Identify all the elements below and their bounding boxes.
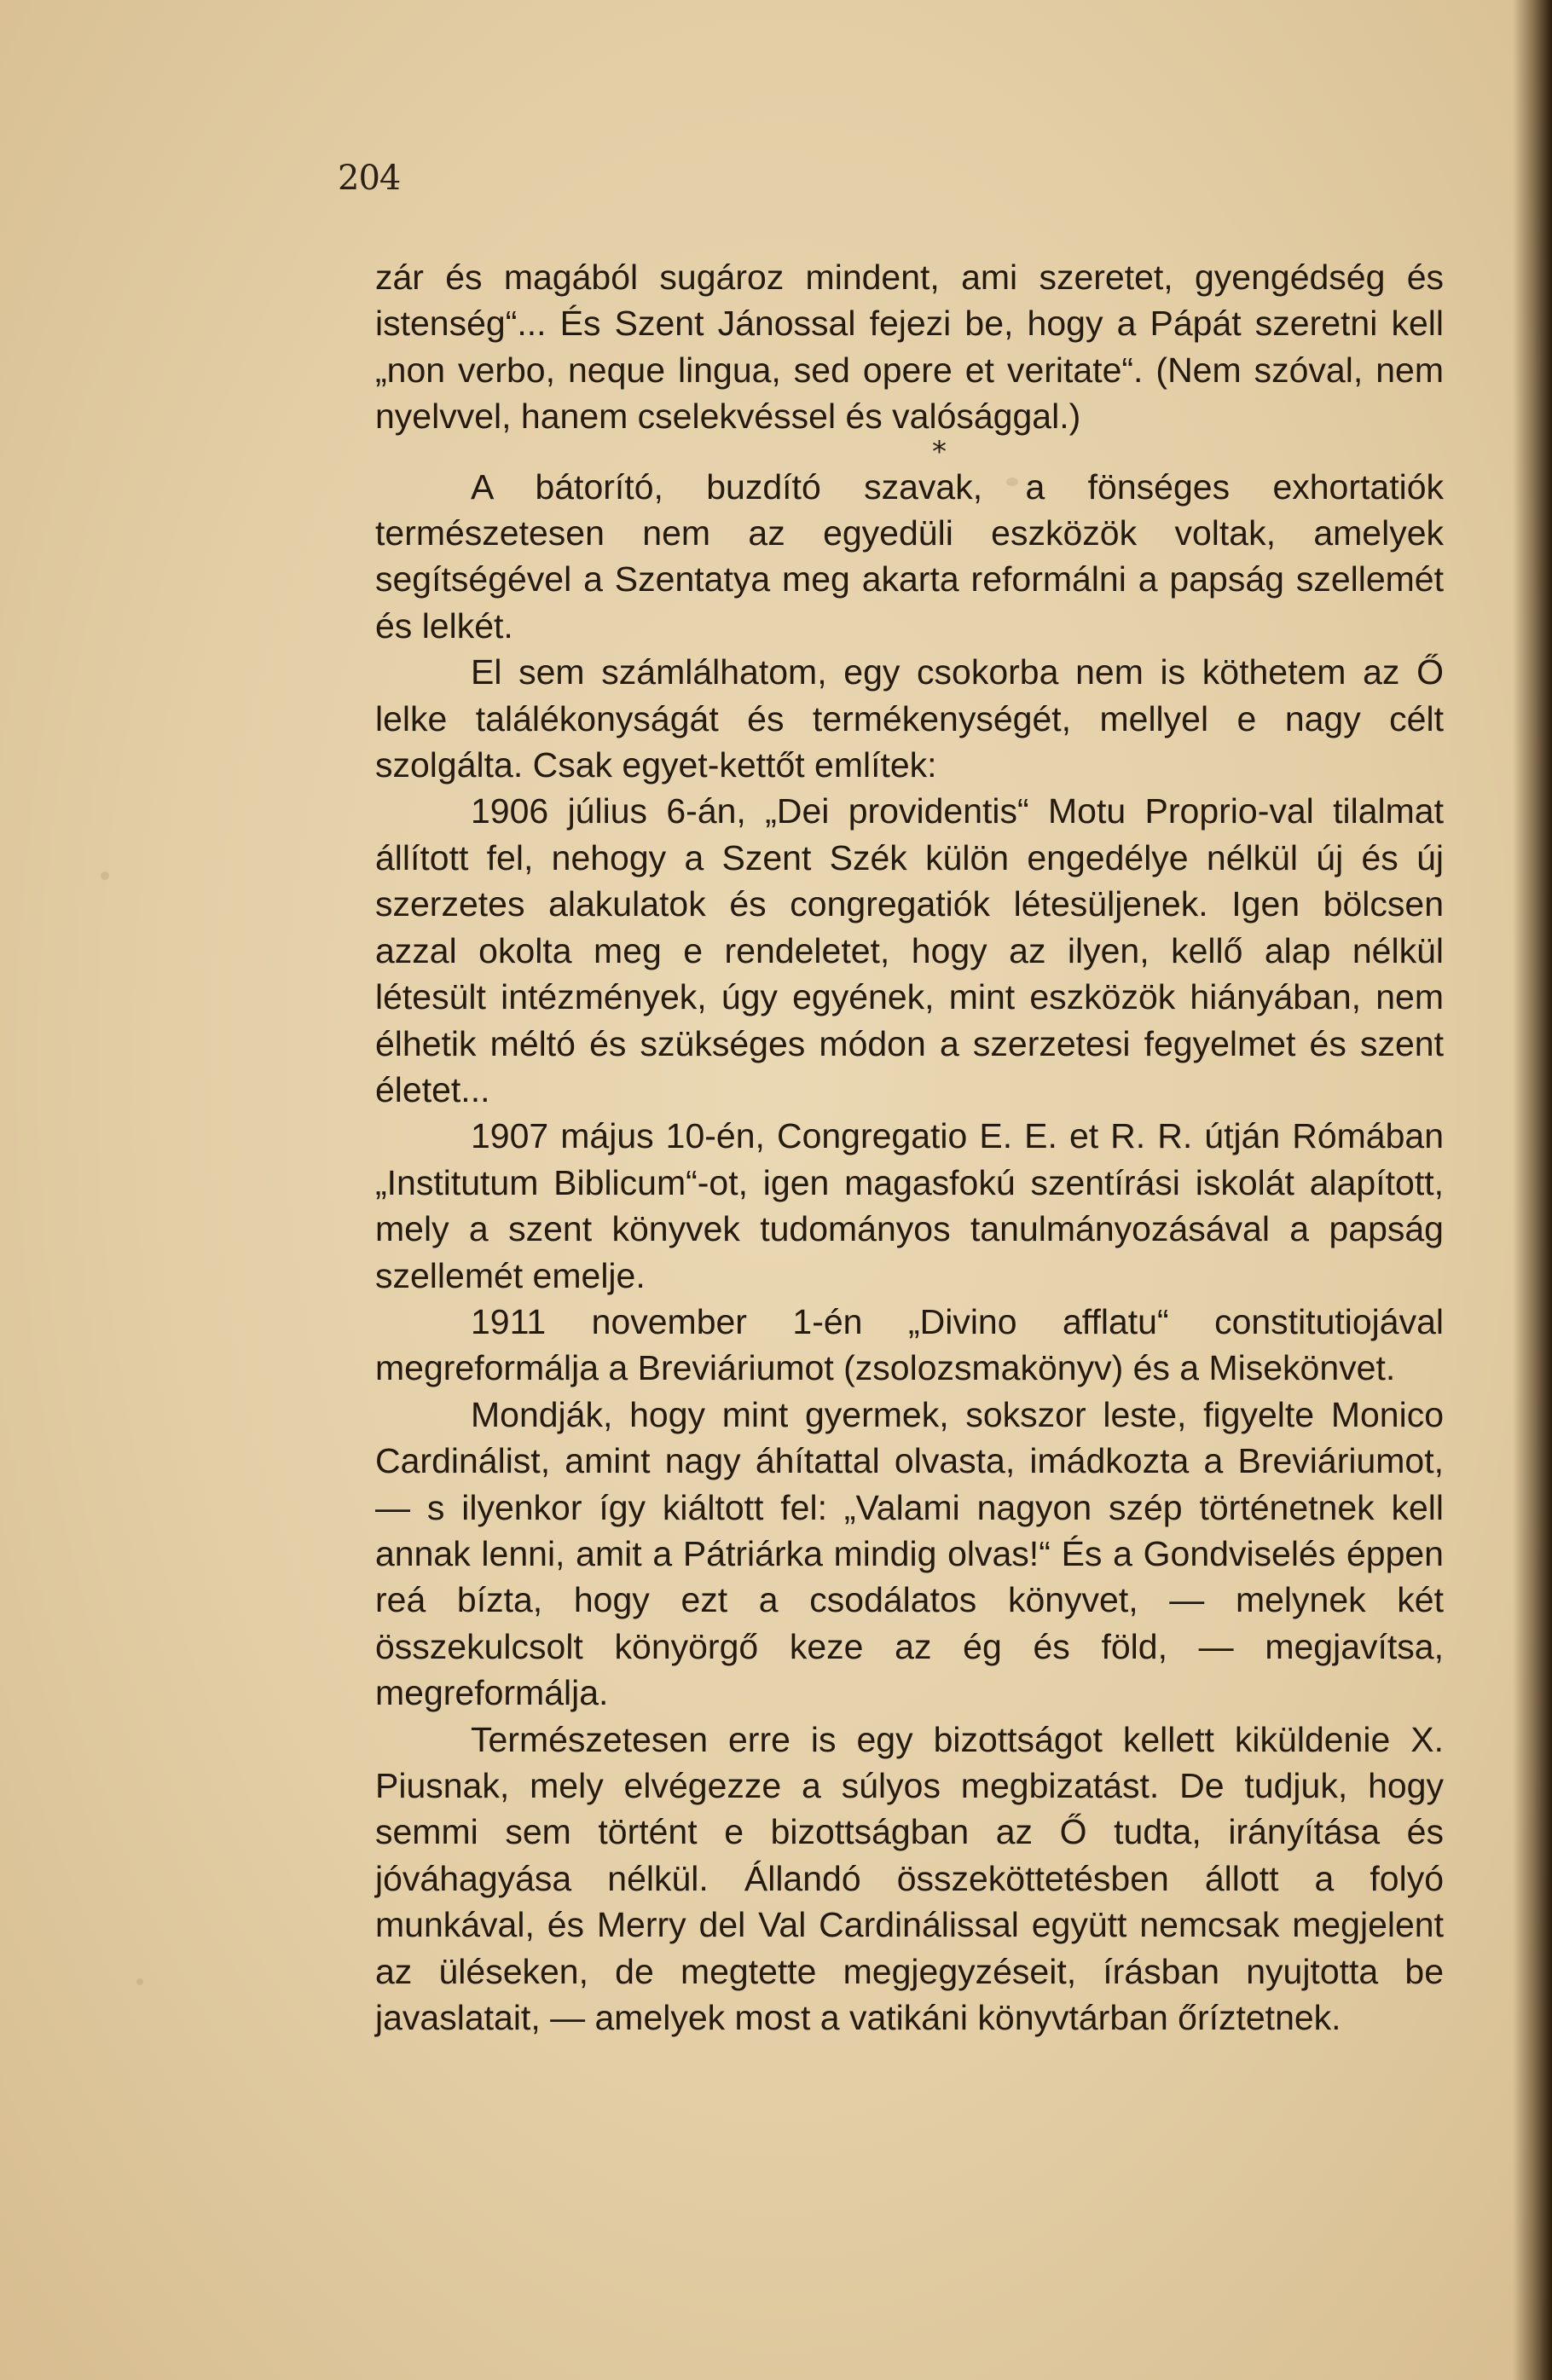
paragraph: 1906 július 6-án, „Dei providentis“ Motu Proprio-val tilalmat állított fel, nehogy a Szent Szék külön engedélye nélkül új és új szerzetes alakulatok és congregatiók létesüljenek. Igen bölcsen azzal okolta meg e rendeletet, hogy az ilyen, kellő alap nélkül létesült intézmények, úgy egyének, mint eszközök hiányában, nem élhetik méltó és szükséges módon a szerzetesi fegyelmet és szent életet...	[375, 791, 1444, 1109]
paper-stain	[101, 872, 109, 880]
body-text	[375, 254, 1444, 2041]
paragraph: zár és magából sugároz mindent, ami szeretet, gyengédség és istenség“... És Szent Jánossal fejezi be, hogy a Pápát szeretni kell „non verbo, neque lingua, sed opere et veritate“. (Nem szóval, nem nyelvvel, hanem cselekvéssel és valósággal.)	[375, 258, 1444, 437]
paragraph: 1911 november 1-én „Divino afflatu“ constitutiojával megreformálja a Breviáriumot (zsolozsmakönyv) és a Misekönvet.	[375, 1301, 1444, 1388]
paragraph: 1907 május 10-én, Congregatio E. E. et R. R. útján Rómában „Institutum Biblicum“-ot, igen magasfokú szentírási iskolát alapított, mely a szent könyvek tudományos tanulmányozásával a papság szellemét emelje.	[375, 1116, 1444, 1295]
section-separator: *	[932, 434, 947, 469]
page-edge-shadow	[1513, 0, 1552, 2380]
paragraph: Mondják, hogy mint gyermek, sokszor leste, figyelte Monico Cardinálist, amint nagy áhítattal olvasta, imádkozta a Breviáriumot, — s ilyenkor így kiáltott fel: „Valami nagyon szép történetnek kell annak lenni, amit a Pátriárka mindig olvas!“ És a Gondviselés éppen reá bízta, hogy ezt a csodálatos könyvet, — melynek két összekulcsolt könyörgő keze az ég és föld, — megjavítsa, megreformálja.	[375, 1394, 1444, 1713]
paper-stain	[136, 1978, 143, 1985]
paragraph: El sem számlálhatom, egy csokorba nem is köthetem az Ő lelke találékonyságát és termékenységét, mellyel e nagy célt szolgálta. Csak egyet-kettőt említek:	[375, 652, 1444, 785]
paragraph: Természetesen erre is egy bizottságot kellett kiküldenie X. Piusnak, mely elvégezze a súlyos megbizatást. De tudjuk, hogy semmi sem történt e bizottságban az Ő tudta, irányítása és jóváhagyása nélkül. Állandó összeköttetésben állott a folyó munkával, és Merry del Val Cardinálissal együtt nemcsak megjelent az üléseken, de megtette megjegyzéseit, írásban nyujtotta be javaslatait, — amelyek most a vatikáni könyvtárban őríztetnek.	[375, 1719, 1444, 2038]
page-number: 204	[338, 159, 401, 198]
paragraph: A bátorító, buzdító szavak, a fönséges exhortatiók természetesen nem az egyedüli eszközök voltak, amelyek segítségével a Szentatya meg akarta reformálni a papság szellemét és lelkét.	[375, 466, 1444, 646]
